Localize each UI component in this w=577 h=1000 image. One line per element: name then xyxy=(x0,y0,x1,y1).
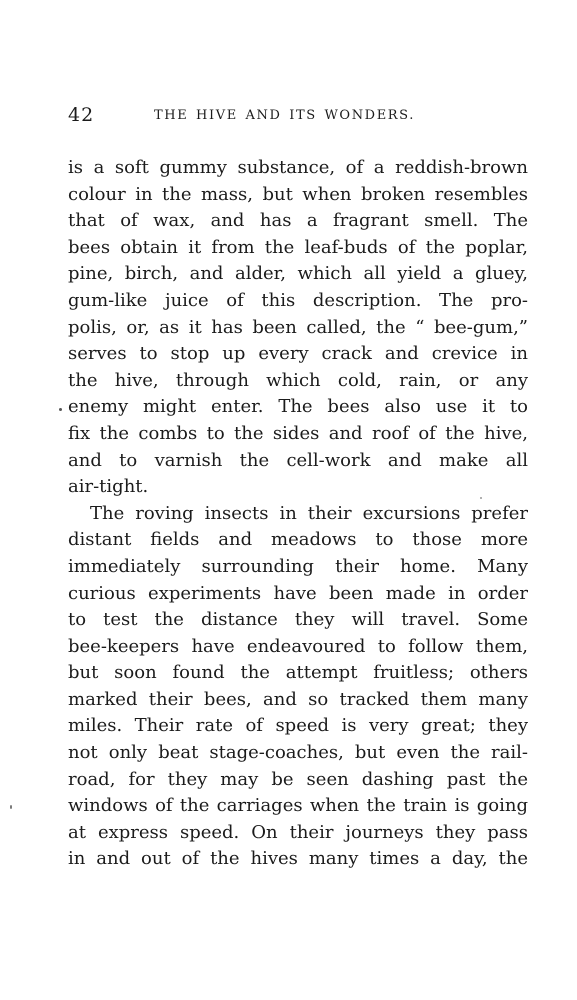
body-text xyxy=(68,155,528,873)
text-line: gum-like juice of this description. The pro- xyxy=(68,289,528,311)
text-line: at express speed. On their journeys they pass xyxy=(68,821,528,843)
text-line: windows of the carriages when the train is going xyxy=(68,795,528,817)
running-title: THE HIVE AND ITS WONDERS. xyxy=(154,108,415,123)
text-line: bees obtain it from the leaf-buds of the poplar, xyxy=(68,236,528,258)
text-line: immediately surrounding their home. Many xyxy=(68,555,528,577)
text-line: curious experiments have been made in order xyxy=(68,582,528,604)
running-head xyxy=(68,104,528,132)
ink-speck xyxy=(59,408,62,411)
ink-speck xyxy=(480,497,482,499)
text-line: colour in the mass, but when broken resembles xyxy=(68,183,528,205)
ink-speck xyxy=(10,805,12,809)
text-line: pine, birch, and alder, which all yield a gluey, xyxy=(68,263,528,285)
text-line: fix the combs to the sides and roof of the hive, xyxy=(68,422,528,444)
text-line: enemy might enter. The bees also use it to xyxy=(68,396,528,418)
text-line: polis, or, as it has been called, the “ bee-gum,” xyxy=(68,316,528,338)
text-line: not only beat stage-coaches, but even the rail- xyxy=(68,742,528,764)
text-line: that of wax, and has a fragrant smell. The xyxy=(68,210,528,232)
text-line: marked their bees, and so tracked them many xyxy=(68,688,528,710)
text-line: bee-keepers have endeavoured to follow them, xyxy=(68,635,528,657)
paragraph-first-line: The roving insects in their excursions prefer xyxy=(90,502,528,524)
paragraph-end-line: air-tight. xyxy=(68,476,149,498)
text-line: and to varnish the cell-work and make all xyxy=(68,449,528,471)
text-line: miles. Their rate of speed is very great; they xyxy=(68,715,528,737)
text-line: the hive, through which cold, rain, or any xyxy=(68,369,528,391)
text-line: to test the distance they will travel. Some xyxy=(68,609,528,631)
text-line: but soon found the attempt fruitless; others xyxy=(68,662,528,684)
text-line: in and out of the hives many times a day, the xyxy=(68,848,528,870)
text-line: road, for they may be seen dashing past the xyxy=(68,768,528,790)
text-line: distant fields and meadows to those more xyxy=(68,529,528,551)
page-number: 42 xyxy=(68,104,95,126)
text-line: is a soft gummy substance, of a reddish-brown xyxy=(68,157,528,178)
text-line: serves to stop up every crack and crevice in xyxy=(68,343,528,365)
